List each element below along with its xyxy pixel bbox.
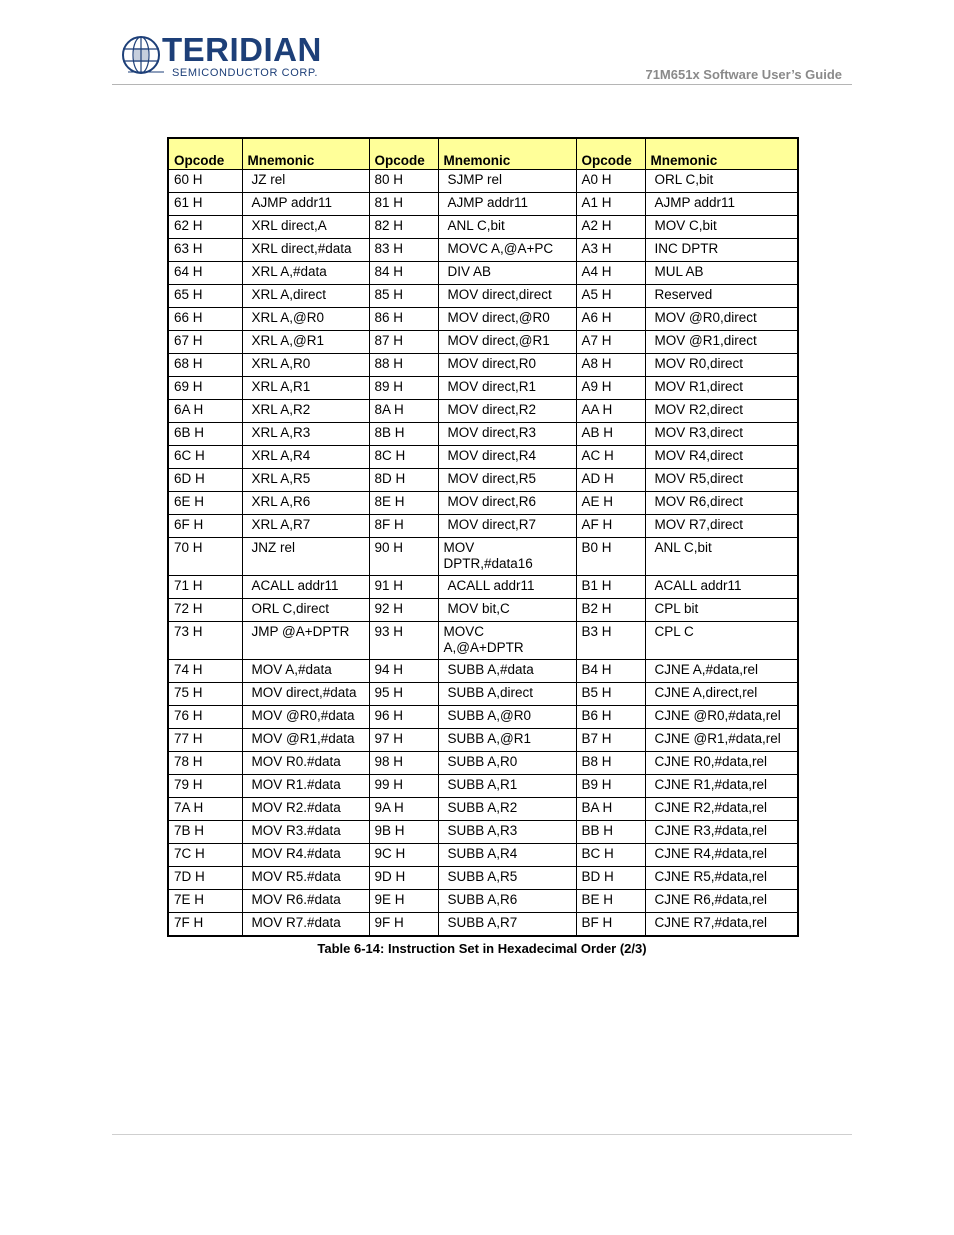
opcode-cell: A7 H	[576, 331, 645, 354]
mnemonic-cell: SUBB A,R6	[438, 890, 576, 913]
mnemonic-cell: ANL C,bit	[645, 538, 798, 576]
opcode-cell: 85 H	[369, 285, 438, 308]
mnemonic-cell: MOV A,#data	[242, 660, 369, 683]
mnemonic-cell: SUBB A,R5	[438, 867, 576, 890]
table-row	[168, 469, 798, 492]
mnemonic-cell: MOV direct,#data	[242, 683, 369, 706]
mnemonic-cell: CJNE R0,#data,rel	[645, 752, 798, 775]
table-row	[168, 913, 798, 937]
table-row	[168, 285, 798, 308]
mnemonic-cell: SUBB A,@R1	[438, 729, 576, 752]
opcode-cell: B6 H	[576, 706, 645, 729]
mnemonic-cell: SUBB A,R1	[438, 775, 576, 798]
opcode-cell: 84 H	[369, 262, 438, 285]
opcode-cell: 71 H	[168, 576, 242, 599]
mnemonic-cell: MOV R3.#data	[242, 821, 369, 844]
opcode-cell: 7F H	[168, 913, 242, 937]
opcode-cell: 72 H	[168, 599, 242, 622]
table-row	[168, 170, 798, 193]
opcode-cell: 6D H	[168, 469, 242, 492]
table-row	[168, 821, 798, 844]
opcode-cell: A1 H	[576, 193, 645, 216]
table-body	[168, 170, 798, 937]
opcode-cell: 8B H	[369, 423, 438, 446]
opcode-cell: B9 H	[576, 775, 645, 798]
opcode-cell: 9B H	[369, 821, 438, 844]
opcode-cell: 8E H	[369, 492, 438, 515]
opcode-cell: 7E H	[168, 890, 242, 913]
mnemonic-cell: SUBB A,R0	[438, 752, 576, 775]
mnemonic-cell: CJNE @R0,#data,rel	[645, 706, 798, 729]
mnemonic-cell: CJNE R5,#data,rel	[645, 867, 798, 890]
table-row	[168, 308, 798, 331]
table-row	[168, 752, 798, 775]
opcode-cell: BC H	[576, 844, 645, 867]
mnemonic-cell: DIV AB	[438, 262, 576, 285]
brand-name: TERIDIAN	[162, 31, 322, 68]
mnemonic-cell: ANL C,bit	[438, 216, 576, 239]
table-row	[168, 400, 798, 423]
opcode-cell: 75 H	[168, 683, 242, 706]
opcode-cell: 7D H	[168, 867, 242, 890]
mnemonic-cell: XRL A,R1	[242, 377, 369, 400]
table-row	[168, 798, 798, 821]
mnemonic-cell: MOV R1.#data	[242, 775, 369, 798]
mnemonic-cell: SUBB A,R2	[438, 798, 576, 821]
opcode-cell: 80 H	[369, 170, 438, 193]
opcode-cell: 98 H	[369, 752, 438, 775]
opcode-cell: 8C H	[369, 446, 438, 469]
document-title: 71M651x Software User’s Guide	[645, 67, 842, 82]
opcode-cell: BA H	[576, 798, 645, 821]
opcode-cell: 68 H	[168, 354, 242, 377]
mnemonic-cell: XRL A,#data	[242, 262, 369, 285]
opcode-cell: 87 H	[369, 331, 438, 354]
mnemonic-cell: MOV R6,direct	[645, 492, 798, 515]
opcode-cell: 7B H	[168, 821, 242, 844]
mnemonic-cell: INC DPTR	[645, 239, 798, 262]
opcode-cell: 6E H	[168, 492, 242, 515]
mnemonic-cell: MOV R2.#data	[242, 798, 369, 821]
mnemonic-cell: SUBB A,R3	[438, 821, 576, 844]
table-row	[168, 867, 798, 890]
mnemonic-cell: MOV direct,R6	[438, 492, 576, 515]
mnemonic-cell: CJNE R2,#data,rel	[645, 798, 798, 821]
mnemonic-cell: CJNE R7,#data,rel	[645, 913, 798, 937]
opcode-cell: B4 H	[576, 660, 645, 683]
opcode-cell: A6 H	[576, 308, 645, 331]
opcode-cell: A8 H	[576, 354, 645, 377]
opcode-cell: A2 H	[576, 216, 645, 239]
table-row	[168, 599, 798, 622]
opcode-cell: 7C H	[168, 844, 242, 867]
opcode-cell: B5 H	[576, 683, 645, 706]
page-header	[112, 30, 852, 86]
opcode-cell: B8 H	[576, 752, 645, 775]
opcode-cell: 79 H	[168, 775, 242, 798]
mnemonic-cell: MOV direct,R0	[438, 354, 576, 377]
table-row	[168, 492, 798, 515]
opcode-cell: 9F H	[369, 913, 438, 937]
table-row	[168, 262, 798, 285]
mnemonic-cell: MOV direct,R3	[438, 423, 576, 446]
mnemonic-cell: CJNE R4,#data,rel	[645, 844, 798, 867]
mnemonic-cell: MOV R0,direct	[645, 354, 798, 377]
mnemonic-cell: Reserved	[645, 285, 798, 308]
mnemonic-cell: MOV R5.#data	[242, 867, 369, 890]
mnemonic-cell: SUBB A,R4	[438, 844, 576, 867]
opcode-cell: 8F H	[369, 515, 438, 538]
opcode-cell: 92 H	[369, 599, 438, 622]
mnemonic-cell: SUBB A,direct	[438, 683, 576, 706]
opcode-cell: 74 H	[168, 660, 242, 683]
mnemonic-cell: MOV R0.#data	[242, 752, 369, 775]
table-row	[168, 576, 798, 599]
opcode-cell: A4 H	[576, 262, 645, 285]
opcode-cell: 93 H	[369, 622, 438, 660]
mnemonic-cell: XRL direct,#data	[242, 239, 369, 262]
opcode-cell: BF H	[576, 913, 645, 937]
table-row	[168, 775, 798, 798]
table-caption: Table 6-14: Instruction Set in Hexadecimal Order (2/3)	[317, 941, 647, 956]
opcode-cell: 99 H	[369, 775, 438, 798]
mnemonic-cell: MOV R5,direct	[645, 469, 798, 492]
opcode-cell: 65 H	[168, 285, 242, 308]
mnemonic-cell: AJMP addr11	[242, 193, 369, 216]
mnemonic-cell: MOV R7.#data	[242, 913, 369, 937]
opcode-cell: AF H	[576, 515, 645, 538]
mnemonic-cell: SUBB A,#data	[438, 660, 576, 683]
mnemonic-cell: MOV direct,direct	[438, 285, 576, 308]
mnemonic-cell: CJNE @R1,#data,rel	[645, 729, 798, 752]
opcode-cell: BB H	[576, 821, 645, 844]
opcode-cell: 81 H	[369, 193, 438, 216]
column-header: Mnemonic	[242, 138, 369, 170]
opcode-cell: 91 H	[369, 576, 438, 599]
mnemonic-cell: MOV direct,@R0	[438, 308, 576, 331]
header-divider	[112, 84, 852, 85]
mnemonic-cell: MOV R4,direct	[645, 446, 798, 469]
mnemonic-cell: CJNE A,direct,rel	[645, 683, 798, 706]
mnemonic-cell: MOV direct,R4	[438, 446, 576, 469]
opcode-cell: 63 H	[168, 239, 242, 262]
opcode-cell: 61 H	[168, 193, 242, 216]
opcode-cell: AB H	[576, 423, 645, 446]
table-row	[168, 331, 798, 354]
opcode-cell: 6C H	[168, 446, 242, 469]
opcode-cell: BD H	[576, 867, 645, 890]
column-header: Opcode	[369, 138, 438, 170]
mnemonic-cell: ACALL addr11	[645, 576, 798, 599]
mnemonic-cell: MOV direct,R1	[438, 377, 576, 400]
mnemonic-cell: MOV @R1,#data	[242, 729, 369, 752]
mnemonic-cell: XRL A,R2	[242, 400, 369, 423]
opcode-cell: 8A H	[369, 400, 438, 423]
mnemonic-cell: CJNE R3,#data,rel	[645, 821, 798, 844]
opcode-cell: BE H	[576, 890, 645, 913]
table-row	[168, 239, 798, 262]
table-row	[168, 354, 798, 377]
opcode-cell: 8D H	[369, 469, 438, 492]
table-row	[168, 216, 798, 239]
column-header: Opcode	[168, 138, 242, 170]
mnemonic-cell: MOV R4.#data	[242, 844, 369, 867]
mnemonic-cell: CJNE R6,#data,rel	[645, 890, 798, 913]
opcode-cell: AC H	[576, 446, 645, 469]
opcode-cell: 67 H	[168, 331, 242, 354]
mnemonic-cell: XRL A,R5	[242, 469, 369, 492]
mnemonic-cell: XRL A,R3	[242, 423, 369, 446]
opcode-cell: B0 H	[576, 538, 645, 576]
opcode-cell: 90 H	[369, 538, 438, 576]
opcode-cell: AA H	[576, 400, 645, 423]
table-row	[168, 706, 798, 729]
opcode-cell: 62 H	[168, 216, 242, 239]
opcode-cell: A0 H	[576, 170, 645, 193]
opcode-cell: 96 H	[369, 706, 438, 729]
mnemonic-cell: SUBB A,R7	[438, 913, 576, 937]
opcode-cell: 82 H	[369, 216, 438, 239]
table-row	[168, 193, 798, 216]
opcode-cell: 83 H	[369, 239, 438, 262]
opcode-cell: A9 H	[576, 377, 645, 400]
opcode-cell: 89 H	[369, 377, 438, 400]
opcode-cell: B3 H	[576, 622, 645, 660]
mnemonic-cell: MOV @R0,#data	[242, 706, 369, 729]
mnemonic-cell: MOVC A,@A+DPTR	[438, 622, 576, 660]
opcode-cell: 97 H	[369, 729, 438, 752]
table-row	[168, 538, 798, 576]
chip-globe-icon	[118, 32, 164, 78]
mnemonic-cell: XRL A,R6	[242, 492, 369, 515]
column-header: Opcode	[576, 138, 645, 170]
table-row	[168, 446, 798, 469]
mnemonic-cell: ACALL addr11	[438, 576, 576, 599]
mnemonic-cell: MOV @R1,direct	[645, 331, 798, 354]
mnemonic-cell: CJNE R1,#data,rel	[645, 775, 798, 798]
opcode-cell: 9D H	[369, 867, 438, 890]
brand-subtitle: SEMICONDUCTOR CORP.	[172, 67, 319, 79]
opcode-cell: 94 H	[369, 660, 438, 683]
mnemonic-cell: MOV R1,direct	[645, 377, 798, 400]
mnemonic-cell: SUBB A,@R0	[438, 706, 576, 729]
mnemonic-cell: XRL A,R7	[242, 515, 369, 538]
opcode-cell: 6A H	[168, 400, 242, 423]
opcode-cell: 70 H	[168, 538, 242, 576]
mnemonic-cell: JZ rel	[242, 170, 369, 193]
opcode-cell: 76 H	[168, 706, 242, 729]
opcode-cell: 66 H	[168, 308, 242, 331]
opcode-cell: 86 H	[369, 308, 438, 331]
opcode-cell: 95 H	[369, 683, 438, 706]
opcode-cell: 69 H	[168, 377, 242, 400]
mnemonic-cell: AJMP addr11	[645, 193, 798, 216]
mnemonic-cell: MOV DPTR,#data16	[438, 538, 576, 576]
table-row	[168, 515, 798, 538]
opcode-cell: AD H	[576, 469, 645, 492]
mnemonic-cell: MOV R3,direct	[645, 423, 798, 446]
instruction-set-table	[167, 137, 799, 937]
opcode-cell: 60 H	[168, 170, 242, 193]
mnemonic-cell: MOV R7,direct	[645, 515, 798, 538]
mnemonic-cell: CJNE A,#data,rel	[645, 660, 798, 683]
opcode-cell: 6B H	[168, 423, 242, 446]
mnemonic-cell: CPL bit	[645, 599, 798, 622]
mnemonic-cell: JMP @A+DPTR	[242, 622, 369, 660]
opcode-cell: B7 H	[576, 729, 645, 752]
mnemonic-cell: ORL C,direct	[242, 599, 369, 622]
mnemonic-cell: XRL A,@R0	[242, 308, 369, 331]
mnemonic-cell: MOV direct,@R1	[438, 331, 576, 354]
table-row	[168, 423, 798, 446]
table-row	[168, 622, 798, 660]
table-row	[168, 377, 798, 400]
table-row	[168, 844, 798, 867]
opcode-cell: 77 H	[168, 729, 242, 752]
opcode-cell: 9A H	[369, 798, 438, 821]
opcode-cell: AE H	[576, 492, 645, 515]
mnemonic-cell: MOV @R0,direct	[645, 308, 798, 331]
opcode-cell: 9E H	[369, 890, 438, 913]
opcode-cell: 73 H	[168, 622, 242, 660]
mnemonic-cell: ORL C,bit	[645, 170, 798, 193]
mnemonic-cell: XRL A,@R1	[242, 331, 369, 354]
table-row	[168, 683, 798, 706]
mnemonic-cell: CPL C	[645, 622, 798, 660]
opcode-cell: 78 H	[168, 752, 242, 775]
opcode-cell: B1 H	[576, 576, 645, 599]
mnemonic-cell: MOV R2,direct	[645, 400, 798, 423]
mnemonic-cell: MOV bit,C	[438, 599, 576, 622]
footer-divider	[112, 1134, 852, 1135]
opcode-cell: 7A H	[168, 798, 242, 821]
opcode-cell: B2 H	[576, 599, 645, 622]
mnemonic-cell: XRL A,R4	[242, 446, 369, 469]
mnemonic-cell: XRL A,R0	[242, 354, 369, 377]
table-row	[168, 890, 798, 913]
opcode-cell: 88 H	[369, 354, 438, 377]
opcode-cell: 64 H	[168, 262, 242, 285]
opcode-cell: 9C H	[369, 844, 438, 867]
table-header-row	[168, 138, 798, 170]
mnemonic-cell: SJMP rel	[438, 170, 576, 193]
table-row	[168, 729, 798, 752]
mnemonic-cell: MOV direct,R7	[438, 515, 576, 538]
mnemonic-cell: JNZ rel	[242, 538, 369, 576]
mnemonic-cell: XRL direct,A	[242, 216, 369, 239]
mnemonic-cell: XRL A,direct	[242, 285, 369, 308]
mnemonic-cell: AJMP addr11	[438, 193, 576, 216]
teridian-logo	[118, 31, 322, 80]
table-row	[168, 660, 798, 683]
column-header: Mnemonic	[645, 138, 798, 170]
mnemonic-cell: MOV direct,R2	[438, 400, 576, 423]
mnemonic-cell: MUL AB	[645, 262, 798, 285]
mnemonic-cell: MOVC A,@A+PC	[438, 239, 576, 262]
column-header: Mnemonic	[438, 138, 576, 170]
mnemonic-cell: MOV R6.#data	[242, 890, 369, 913]
mnemonic-cell: MOV C,bit	[645, 216, 798, 239]
mnemonic-cell: MOV direct,R5	[438, 469, 576, 492]
opcode-cell: A5 H	[576, 285, 645, 308]
mnemonic-cell: ACALL addr11	[242, 576, 369, 599]
opcode-cell: 6F H	[168, 515, 242, 538]
opcode-cell: A3 H	[576, 239, 645, 262]
